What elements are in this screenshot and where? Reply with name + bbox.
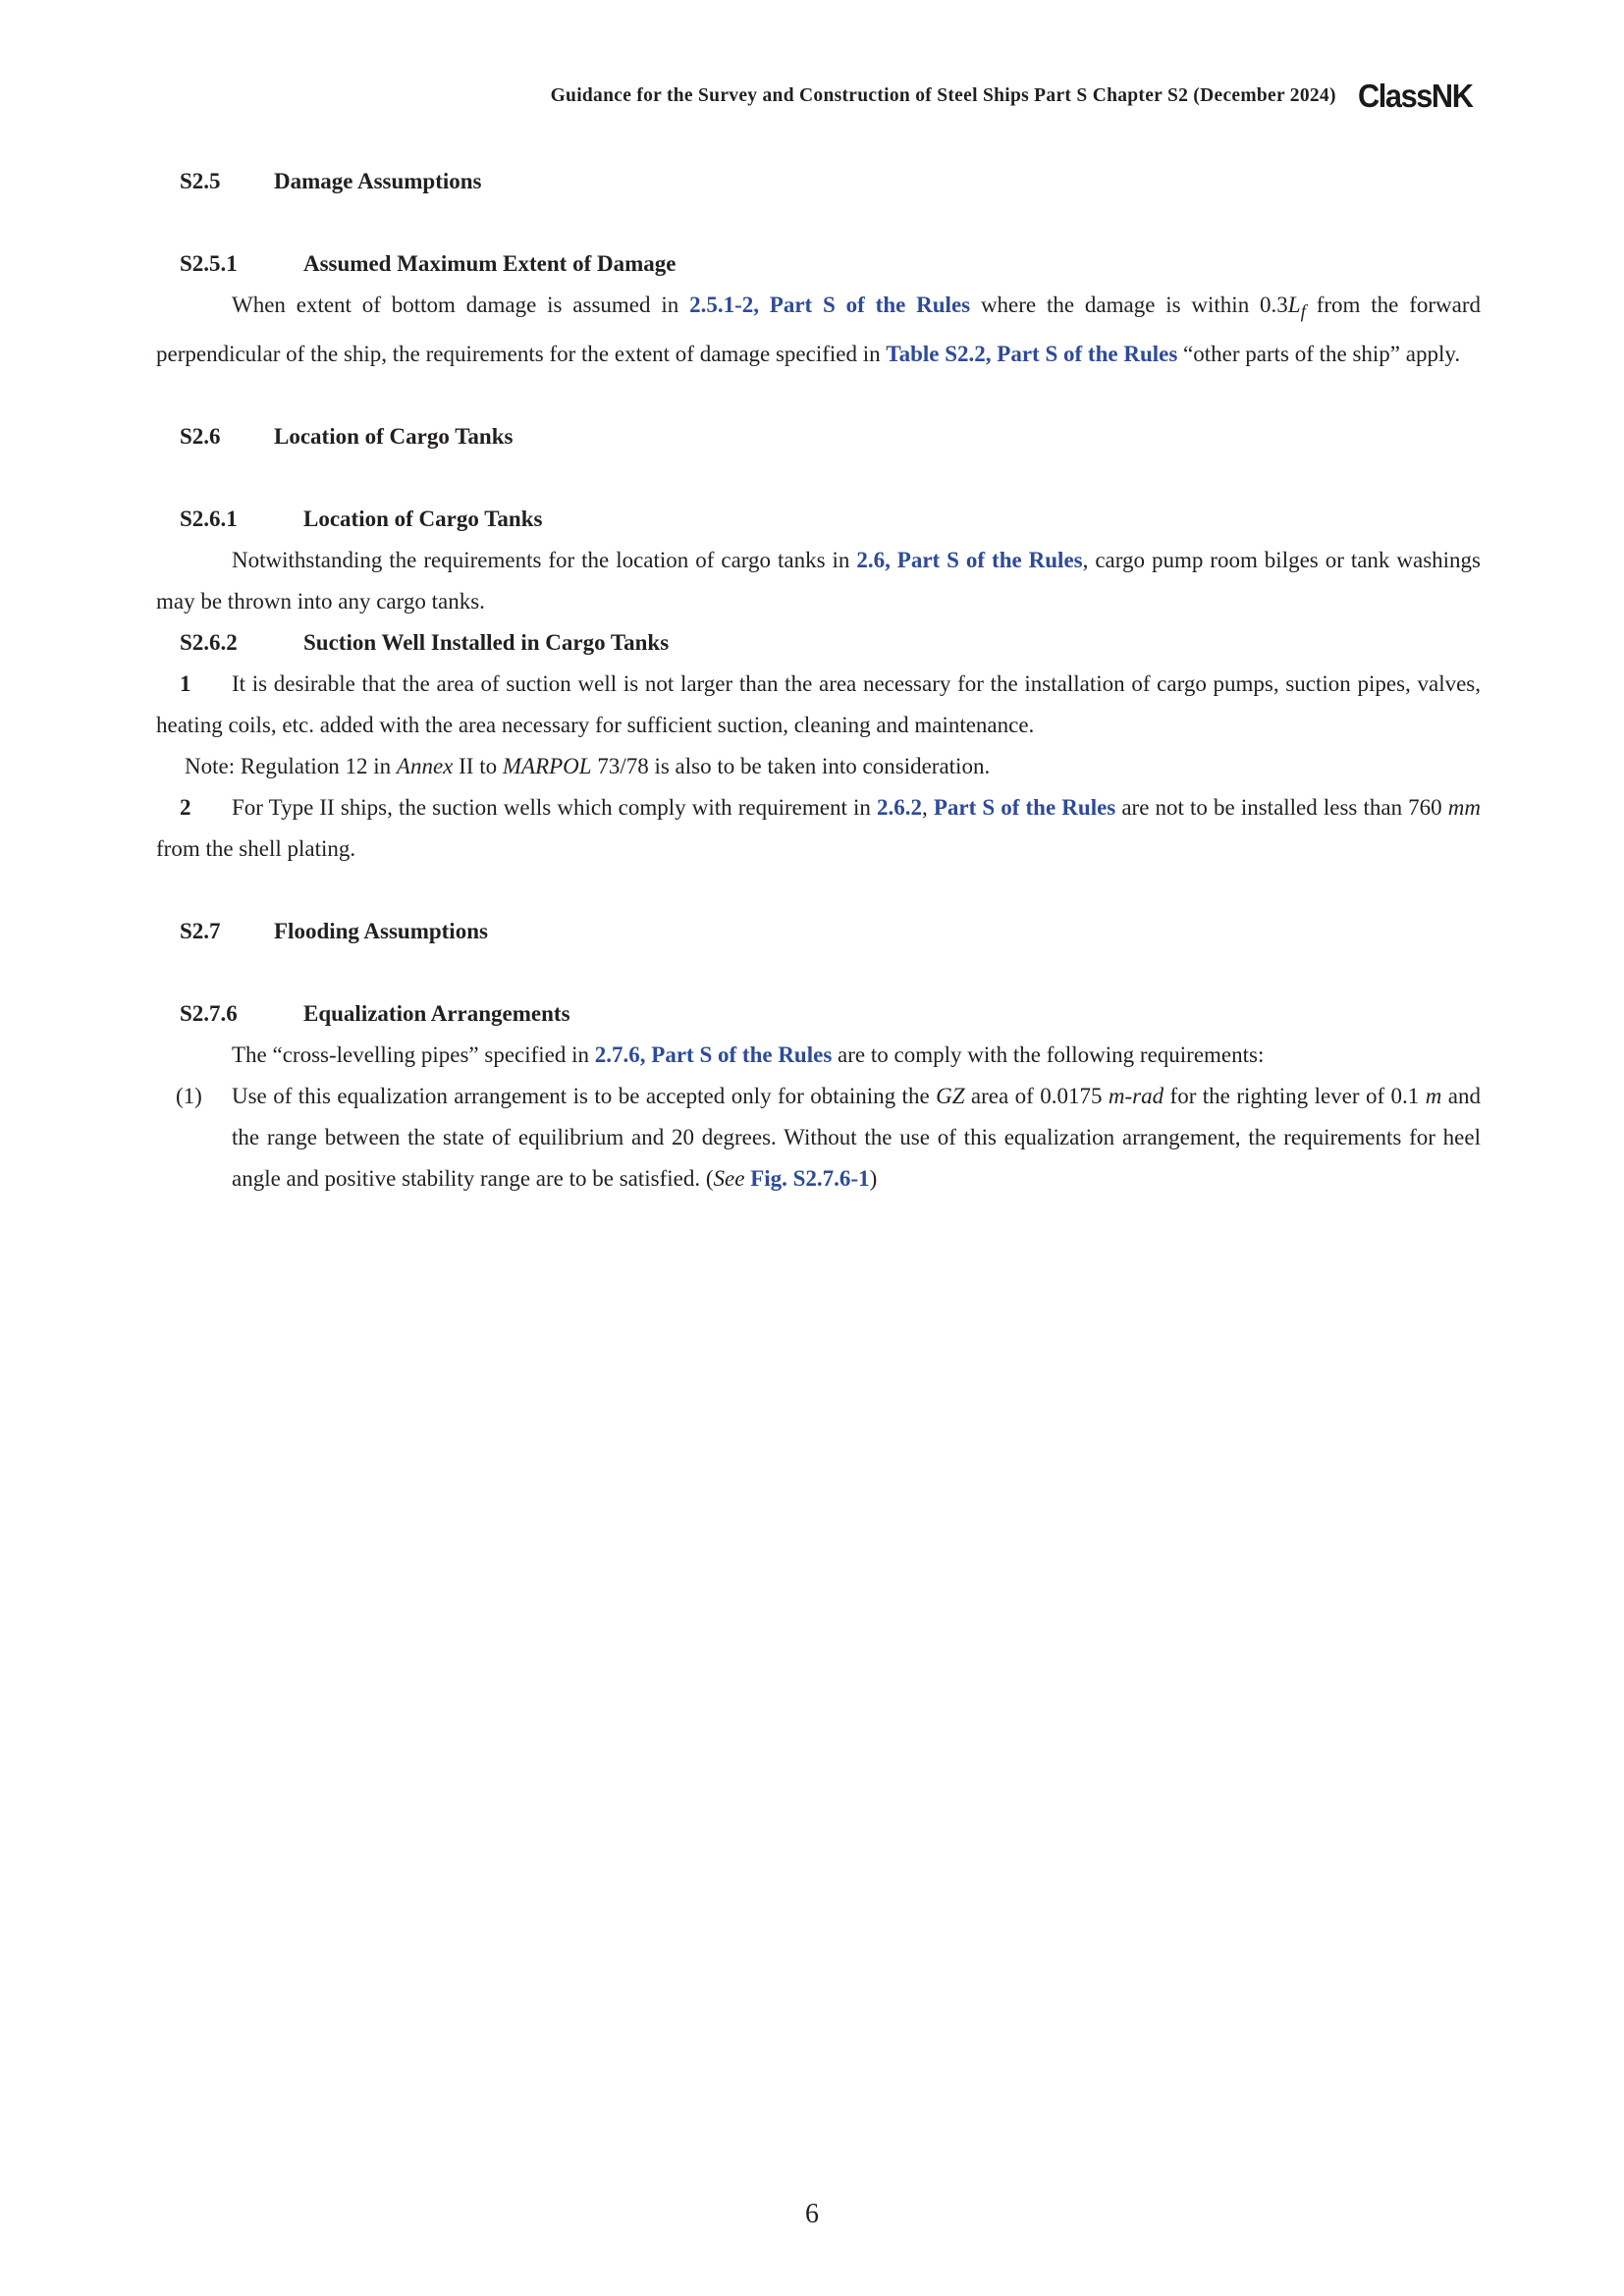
header-title: Guidance for the Survey and Construction of Steel Ships Part S Chapter S2 (December 2024) xyxy=(550,85,1336,106)
section-title: Location of Cargo Tanks xyxy=(274,423,514,449)
list-item-text: Use of this equalization arrangement is to be accepted only for obtaining the GZ area of 0.0175 m-rad for the righting lever of 0.1 m and the range between the state of equilibrium and 20 degrees. Without the use of this equalization arrangement, the requirements for heel angle and positive stability range are to be satisfied. (See Fig. S2.7.6-1) xyxy=(232,1083,1481,1191)
table-link[interactable]: Table S2.2, Part S of the Rules xyxy=(886,341,1178,366)
paragraph-s2-7-6: The “cross-levelling pipes” specified in 2.7.6, Part S of the Rules are to comply with the following requirements: xyxy=(232,1041,1265,1067)
subsection-title: Location of Cargo Tanks xyxy=(303,506,543,531)
section-heading-s2-6 xyxy=(156,416,1481,457)
rule-link[interactable]: Part S of the Rules xyxy=(933,794,1116,820)
subsection-heading-s2-5-1 xyxy=(156,243,1481,285)
paragraph-s2-6-2-item-2: 2 For Type II ships, the suction wells which comply with requirement in 2.6.2, Part S of the Rules are not to be installed less than 760 mm from the shell plating. xyxy=(156,787,1481,870)
subsection-title: Suction Well Installed in Cargo Tanks xyxy=(303,629,670,655)
list-item-1 xyxy=(156,1076,1481,1200)
figure-link[interactable]: Fig. S2.7.6-1 xyxy=(750,1165,870,1191)
subsection-number: S2.7.6 xyxy=(180,1000,238,1026)
rule-link[interactable]: 2.6.2 xyxy=(876,794,922,820)
page-header xyxy=(551,77,1481,116)
subsection-number: S2.6.1 xyxy=(180,506,238,531)
section-title: Flooding Assumptions xyxy=(274,918,488,943)
section-title: Damage Assumptions xyxy=(274,169,482,193)
subsection-number: S2.5.1 xyxy=(180,251,238,276)
page-number: 6 xyxy=(805,2199,819,2229)
paragraph-s2-5-1: When extent of bottom damage is assumed in 2.5.1-2, Part S of the Rules where the damage is within $0.3L_f$ from the forward perpendicular of the ship, the requirements for the extent of damage specified in Table S2.2, Part S of the Rules “other parts of the ship” apply. xyxy=(156,293,1482,366)
subsection-number: S2.6.2 xyxy=(180,629,238,655)
rule-link[interactable]: 2.7.6, Part S of the Rules xyxy=(594,1041,833,1067)
rule-link[interactable]: 2.6, Part S of the Rules xyxy=(856,547,1083,572)
subsection-heading-s2-6-1 xyxy=(156,499,1481,540)
section-heading-s2-5 xyxy=(156,161,1481,202)
subsection-heading-s2-7-6 xyxy=(156,993,1481,1035)
classnk-logo: ClassNK xyxy=(1357,78,1473,114)
note-regulation: Note: Regulation 12 in Annex II to MARPOL 73/78 is also to be taken into consideration. xyxy=(185,753,991,778)
section-heading-s2-7 xyxy=(156,911,1481,952)
document-body xyxy=(156,161,1481,1200)
subsection-title: Assumed Maximum Extent of Damage xyxy=(303,251,677,276)
math-expression: $0.3L_f$ xyxy=(1260,293,1306,323)
item-number: 1 xyxy=(180,670,191,696)
paragraph-s2-6-1: Notwithstanding the requirements for the location of cargo tanks in 2.6, Part S of the Rules, cargo pump room bilges or tank washings may be thrown into any cargo tanks. xyxy=(156,547,1481,614)
subsection-heading-s2-6-2 xyxy=(156,622,1481,664)
section-number: S2.7 xyxy=(180,918,221,943)
paragraph-s2-6-2-item-1: 1 It is desirable that the area of suction well is not larger than the area necessary for the installation of cargo pumps, suction pipes, valves, heating coils, etc. added with the area necessary for sufficient suction, cleaning and maintenance. xyxy=(156,664,1481,746)
subsection-title: Equalization Arrangements xyxy=(303,1000,570,1026)
section-number: S2.5 xyxy=(180,169,221,193)
item-number: 2 xyxy=(180,794,191,820)
list-item-label: (1) xyxy=(176,1083,202,1108)
rule-link[interactable]: 2.5.1-2, Part S of the Rules xyxy=(689,293,971,317)
section-number: S2.6 xyxy=(180,423,221,449)
